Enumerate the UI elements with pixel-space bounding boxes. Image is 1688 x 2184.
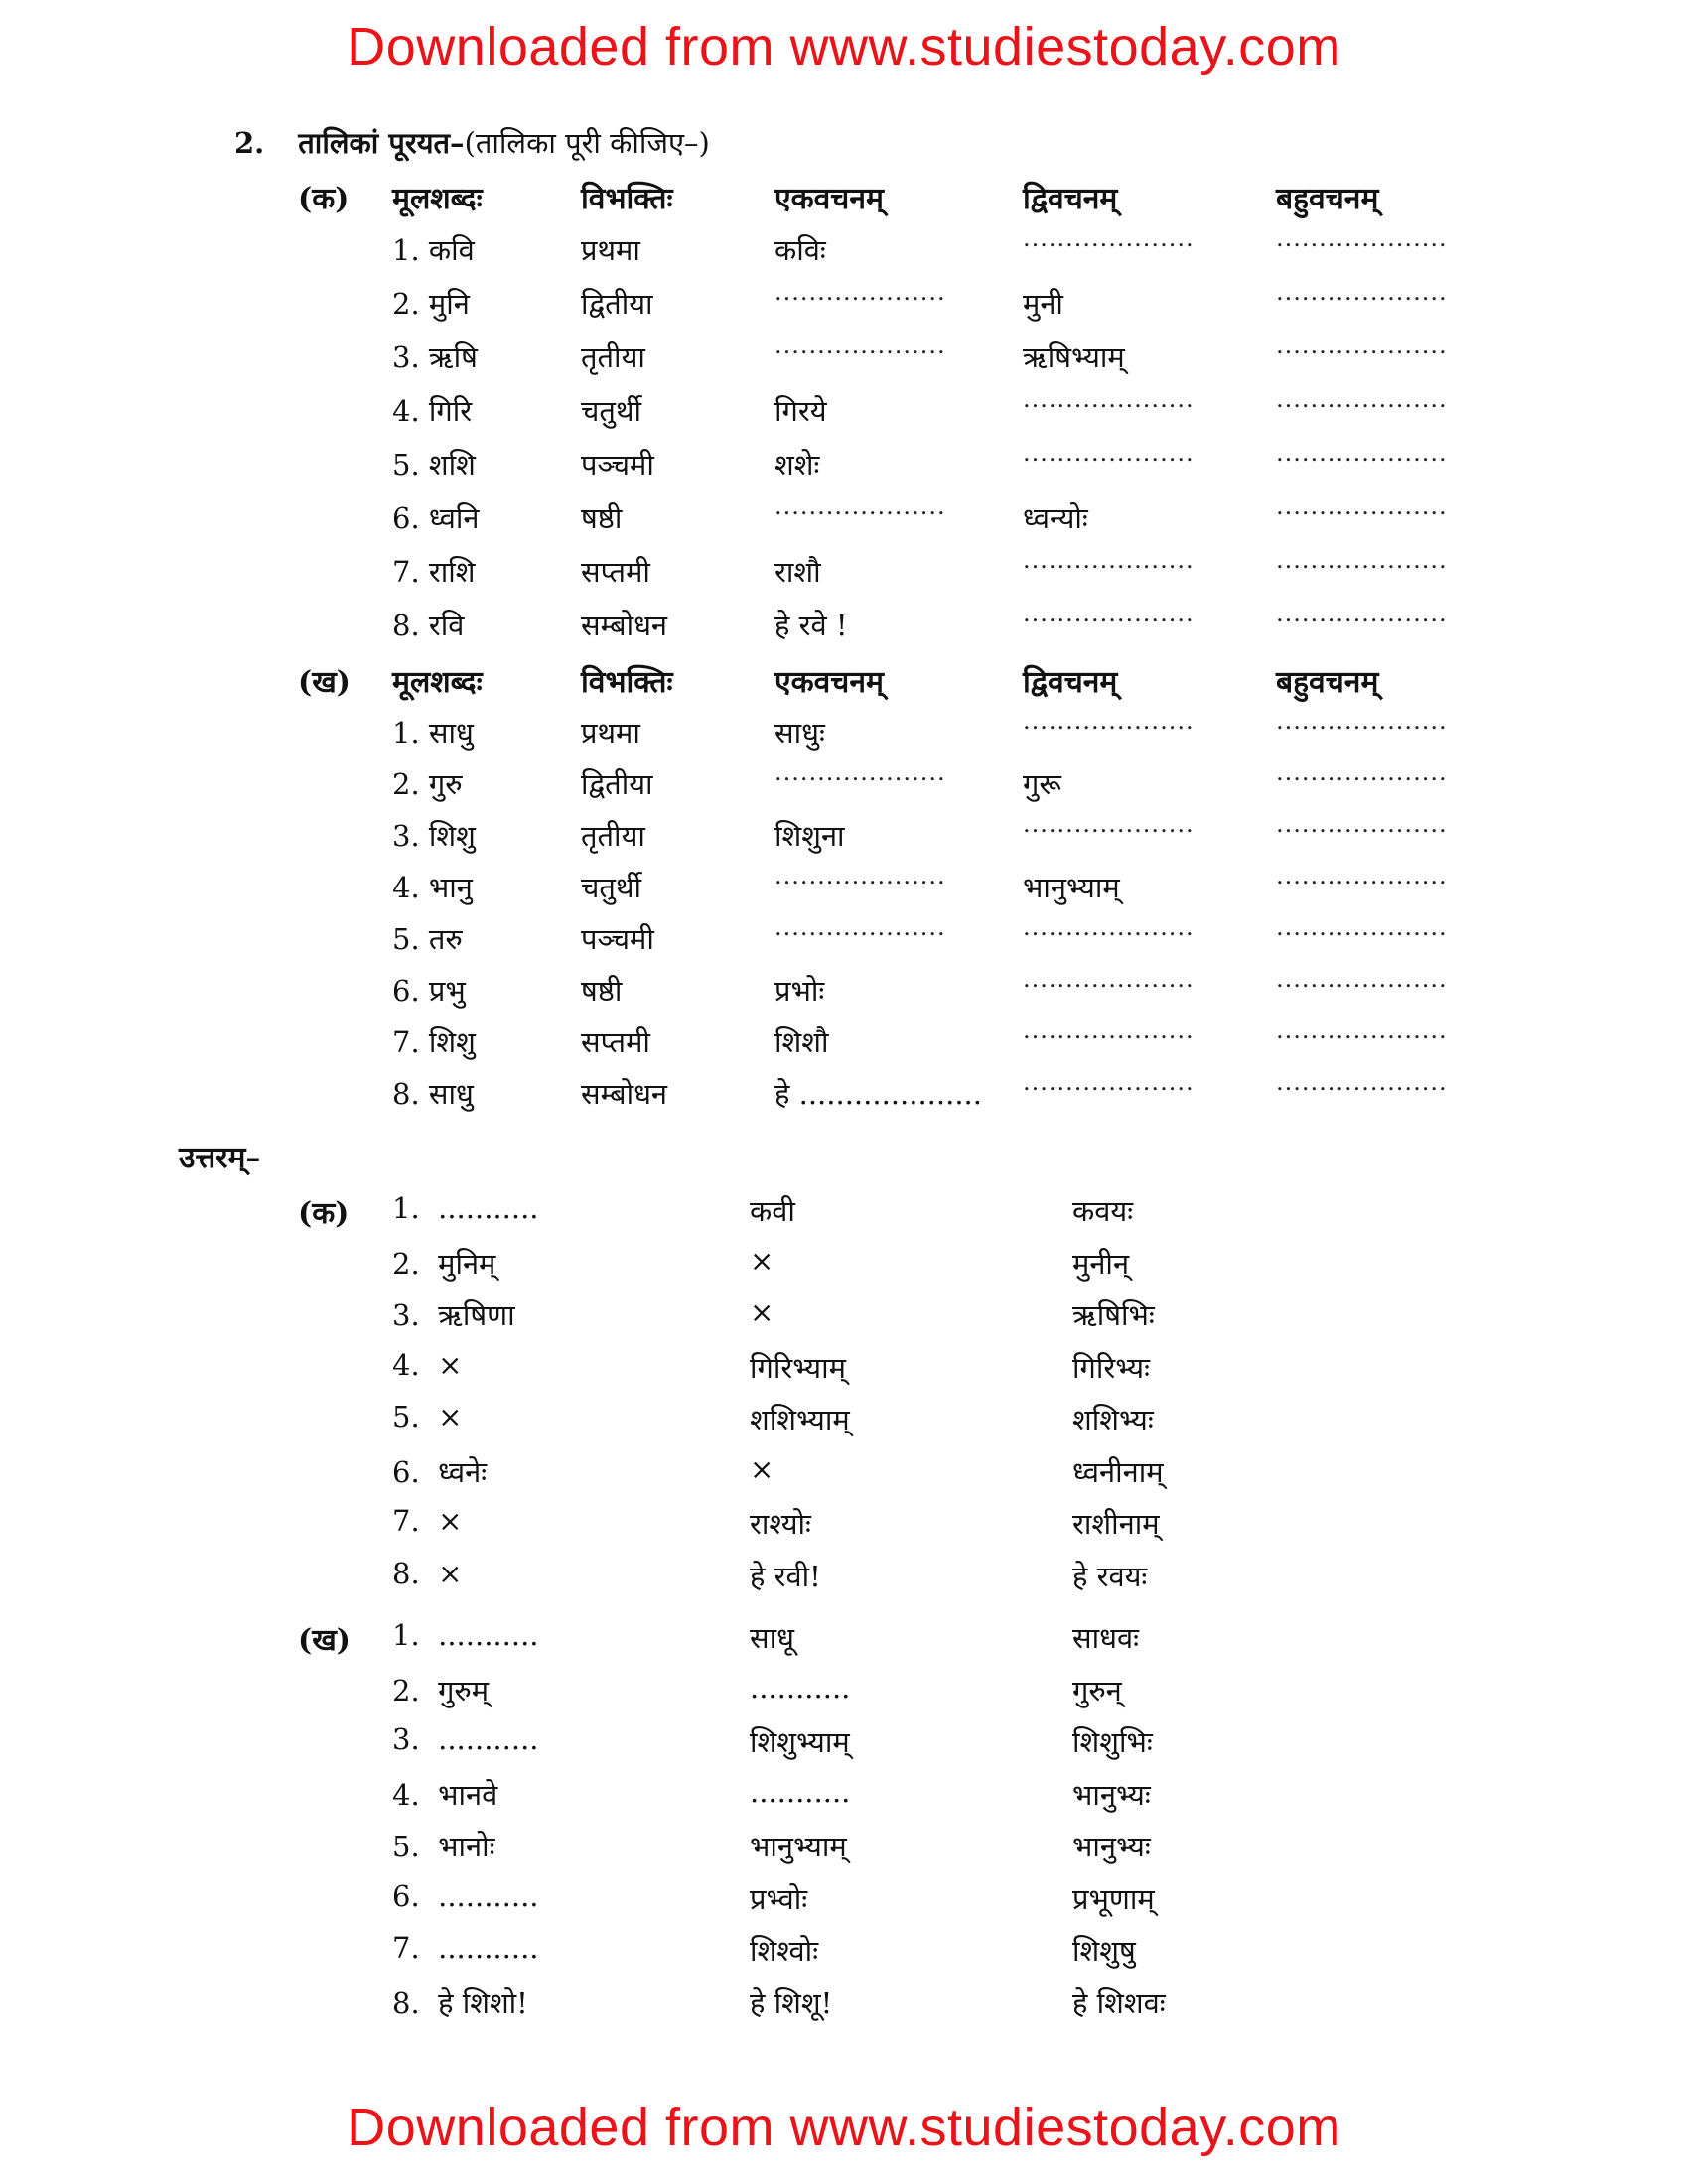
- table-cell: शशेः: [774, 448, 820, 481]
- table-cell: प्रथमा: [581, 716, 640, 750]
- table-cell: 2. मुनि: [392, 287, 470, 321]
- table-cell: 2. गुरु: [392, 767, 463, 801]
- answer-cell: कवी: [750, 1194, 795, 1228]
- blank-fill: ....................: [1276, 965, 1448, 993]
- question-title: तालिकां पूरयत–: [298, 126, 465, 160]
- table-cell: भानुभ्याम्: [1023, 871, 1120, 904]
- table-cell: गुरू: [1023, 767, 1061, 801]
- blank-fill: ....................: [1276, 278, 1448, 306]
- blank-fill: ....................: [1023, 965, 1195, 993]
- blank-fill: ....................: [1276, 600, 1448, 627]
- answer-cell: हे रवयः: [1072, 1560, 1148, 1593]
- table-cell: प्रभोः: [774, 974, 825, 1008]
- table-cell: 8. रवि: [392, 609, 465, 642]
- answer-cell: शिशुषु: [1072, 1934, 1136, 1968]
- answer-cell: ...........: [750, 1671, 851, 1705]
- answers-kha-label: (ख): [298, 1623, 351, 1658]
- answer-cell: 6. ...........: [392, 1879, 539, 1913]
- blank-fill: ....................: [1023, 1017, 1195, 1044]
- answer-cell: शिशुभ्याम्: [750, 1725, 850, 1759]
- column-header: बहुवचनम्: [1276, 665, 1379, 700]
- blank-fill: ....................: [1023, 546, 1195, 574]
- table-cell: द्वितीया: [581, 287, 653, 321]
- blank-fill: ....................: [1276, 707, 1448, 735]
- table-cell: द्वितीया: [581, 767, 653, 801]
- answer-cell: ध्वनीनाम्: [1072, 1455, 1164, 1489]
- answer-cell: 1. ...........: [392, 1191, 539, 1225]
- table-cell: 6. प्रभु: [392, 974, 466, 1008]
- answer-cell: गिरिभ्याम्: [750, 1351, 846, 1385]
- answer-cell: कवयः: [1072, 1194, 1134, 1228]
- table-cell: प्रथमा: [581, 233, 640, 267]
- column-header: बहुवचनम्: [1276, 182, 1379, 216]
- blank-fill: ....................: [1276, 758, 1448, 786]
- banner-bottom: Downloaded from www.studiestoday.com: [347, 2098, 1341, 2157]
- blank-fill: ....................: [1276, 332, 1448, 359]
- table-cell: 3. शिशु: [392, 819, 476, 853]
- blank-fill: ....................: [1023, 1068, 1195, 1096]
- blank-fill: ....................: [1023, 913, 1195, 941]
- answer-cell: राश्योः: [750, 1507, 811, 1541]
- table-cell: चतुर्थी: [581, 394, 641, 428]
- answer-cell: साधू: [750, 1621, 794, 1655]
- table-cell: 4. भानु: [392, 871, 473, 904]
- blank-fill: ....................: [1276, 224, 1448, 252]
- column-header: एकवचनम्: [774, 665, 884, 700]
- answer-cell: 4. भानवे: [392, 1778, 498, 1812]
- table-cell: 5. शशि: [392, 448, 476, 481]
- answer-cell: शिशुभिः: [1072, 1725, 1153, 1759]
- blank-fill: ....................: [1023, 707, 1195, 735]
- blank-fill: ....................: [1276, 862, 1448, 889]
- table-cell: 4. गिरि: [392, 394, 473, 428]
- table-cell: सम्बोधन: [581, 609, 668, 642]
- answer-cell: साधवः: [1072, 1621, 1139, 1655]
- blank-fill: ....................: [774, 332, 946, 359]
- table-cell: चतुर्थी: [581, 871, 641, 904]
- table-cell: तृतीया: [581, 819, 645, 853]
- table-cell: ध्वन्योः: [1023, 501, 1088, 535]
- answer-cell: 8. हे शिशो!: [392, 1986, 528, 2020]
- table-cell: मुनी: [1023, 287, 1063, 321]
- question-number: 2.: [234, 126, 265, 160]
- answer-cell: 6. ध्वनेः: [392, 1455, 488, 1489]
- section_kha-label: (ख): [298, 665, 351, 700]
- answer-cell: राशीनाम्: [1072, 1507, 1160, 1541]
- answer-cell: गुरुन्: [1072, 1674, 1122, 1707]
- column-header: एकवचनम्: [774, 182, 884, 216]
- table-cell: 1. साधु: [392, 716, 474, 750]
- table-cell: हे रवे !: [774, 609, 848, 642]
- blank-fill: ....................: [1276, 1017, 1448, 1044]
- answer-cell: हे रवी!: [750, 1560, 821, 1593]
- table-cell: ऋषिभ्याम्: [1023, 341, 1125, 374]
- table-cell: तृतीया: [581, 341, 645, 374]
- table-cell: 7. राशि: [392, 555, 476, 589]
- column-header: द्विवचनम्: [1023, 665, 1118, 700]
- answer-cell: ×: [750, 1452, 774, 1486]
- answer-cell: भानुभ्यः: [1072, 1778, 1151, 1812]
- blank-fill: ....................: [1276, 439, 1448, 467]
- blank-fill: ....................: [1276, 1068, 1448, 1096]
- answer-cell: शशिभ्यः: [1072, 1403, 1154, 1436]
- answer-cell: शशिभ्याम्: [750, 1403, 850, 1436]
- answer-cell: हे शिशू!: [750, 1986, 833, 2020]
- answer-cell: शिश्वोः: [750, 1934, 819, 1968]
- answer-cell: 5. भानोः: [392, 1830, 495, 1863]
- table-cell: सप्तमी: [581, 555, 650, 589]
- answer-cell: 7. ...........: [392, 1931, 539, 1965]
- column-header: विभक्तिः: [581, 182, 673, 216]
- answer-cell: ×: [750, 1296, 774, 1329]
- answer-cell: 1. ...........: [392, 1618, 539, 1652]
- table-cell: पञ्चमी: [581, 448, 654, 481]
- blank-fill: ....................: [774, 492, 946, 520]
- answer-cell: हे शिशवः: [1072, 1986, 1166, 2020]
- table-cell: शिशुना: [774, 819, 845, 853]
- blank-fill: ....................: [1276, 492, 1448, 520]
- blank-fill: ....................: [1023, 600, 1195, 627]
- answer-cell: 4. ×: [392, 1348, 463, 1382]
- answers-ka-label: (क): [298, 1196, 350, 1231]
- table-cell: हे ....................: [774, 1077, 982, 1111]
- blank-fill: ....................: [1276, 385, 1448, 413]
- table-cell: साधुः: [774, 716, 825, 750]
- blank-fill: ....................: [774, 758, 946, 786]
- table-cell: पञ्चमी: [581, 922, 654, 956]
- answer-cell: 2. गुरुम्: [392, 1674, 490, 1707]
- blank-fill: ....................: [774, 862, 946, 889]
- answer-cell: ...........: [750, 1775, 851, 1809]
- table-cell: कविः: [774, 233, 826, 267]
- table-cell: 5. तरु: [392, 922, 463, 956]
- blank-fill: ....................: [1276, 810, 1448, 838]
- answer-cell: 8. ×: [392, 1557, 463, 1590]
- column-header: मूलशब्दः: [392, 665, 483, 700]
- answer-cell: ऋषिभिः: [1072, 1298, 1155, 1332]
- answer-cell: 3. ऋषिणा: [392, 1298, 515, 1332]
- blank-fill: ....................: [774, 278, 946, 306]
- table-cell: 8. साधु: [392, 1077, 474, 1111]
- column-header: विभक्तिः: [581, 665, 673, 700]
- table-cell: सप्तमी: [581, 1025, 650, 1059]
- table-cell: 1. कवि: [392, 233, 475, 267]
- blank-fill: ....................: [774, 913, 946, 941]
- answer-cell: मुनीन्: [1072, 1247, 1130, 1281]
- banner-top: Downloaded from www.studiestoday.com: [347, 17, 1341, 76]
- column-header: मूलशब्दः: [392, 182, 483, 216]
- question-subtitle: (तालिका पूरी कीजिए–): [464, 126, 710, 160]
- answer-cell: भानुभ्यः: [1072, 1830, 1151, 1863]
- table-cell: षष्ठी: [581, 501, 623, 535]
- table-cell: 3. ऋषि: [392, 341, 478, 374]
- answer-cell: 3. ...........: [392, 1722, 539, 1756]
- answer-cell: गिरिभ्यः: [1072, 1351, 1150, 1385]
- answer-cell: ×: [750, 1244, 774, 1278]
- table-cell: गिरये: [774, 394, 827, 428]
- table-cell: सम्बोधन: [581, 1077, 668, 1111]
- question-heading: [234, 123, 710, 162]
- blank-fill: ....................: [1023, 224, 1195, 252]
- table-cell: 7. शिशु: [392, 1025, 476, 1059]
- table-cell: राशौ: [774, 555, 821, 589]
- table-cell: 6. ध्वनि: [392, 501, 480, 535]
- answers-heading: उत्तरम्–: [179, 1141, 261, 1175]
- answer-cell: 2. मुनिम्: [392, 1247, 496, 1281]
- answer-cell: प्रभ्वोः: [750, 1882, 808, 1916]
- answer-cell: 5. ×: [392, 1400, 463, 1433]
- blank-fill: ....................: [1276, 913, 1448, 941]
- answer-cell: 7. ×: [392, 1504, 463, 1538]
- blank-fill: ....................: [1023, 810, 1195, 838]
- blank-fill: ....................: [1276, 546, 1448, 574]
- answer-cell: भानुभ्याम्: [750, 1830, 847, 1863]
- column-header: द्विवचनम्: [1023, 182, 1118, 216]
- table-cell: शिशौ: [774, 1025, 829, 1059]
- answer-cell: प्रभूणाम्: [1072, 1882, 1155, 1916]
- blank-fill: ....................: [1023, 385, 1195, 413]
- blank-fill: ....................: [1023, 439, 1195, 467]
- section_ka-label: (क): [298, 182, 350, 216]
- table-cell: षष्ठी: [581, 974, 623, 1008]
